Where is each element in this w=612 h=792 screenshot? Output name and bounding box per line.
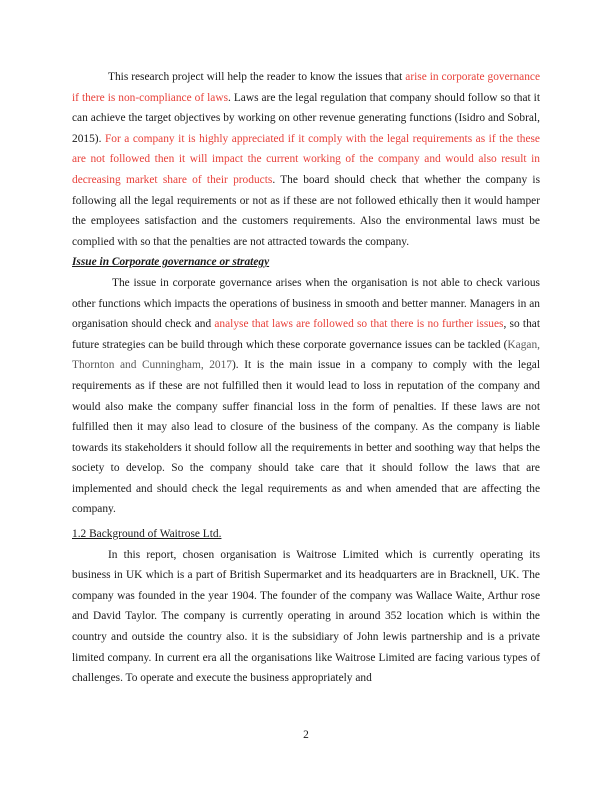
paragraph-intro: This research project will help the reader to know the issues that arise in corporate governance if there is non-compliance of laws. Laws are the legal regulation that company should follow so that it can achieve the target objectives by working on other revenue generating functions (Isidro and Sobral, 2015). For a company it is highly appreciated if it comply with the legal requirements as if the these are not followed then it will impact the current working of the company and would also result in decreasing market share of their products. The board should check that whether the company is following all the legal requirements or not as if these are not followed ethically then it would hamper the employees satisfaction and the customers requirements. Also the environmental laws must be complied with so that the penalties are not attracted towards the company.: [72, 71, 541, 248]
highlighted-text: arise in corporate governance if there is non-compliance of laws: [72, 71, 541, 104]
paragraph-issue: The issue in corporate governance arises when the organisation is not able to check various other functions which impacts the operations of business in smooth and better manner. Managers in an organisation should check and analyse that laws are followed so that there is no further issues, so that future strategies can be build through which these corporate governance issues can be tackled (Kagan, Thornton and Cunningham, 2017). It is the main issue in a company to comply with the legal requirements as if these are not fulfilled then it would lead to loss in reputation of the company and would also make the company suffer financial loss in the form of penalties. If these laws are not fulfilled then it may also lead to closure of the business of the company. As the company is liable towards its stakeholders it should follow all the requirements in better and soothing way that helps the society to develop. So the company should take care that it should follow the laws that are implemented and should check the legal requirements as and when amended that are affecting the company.: [72, 276, 540, 516]
paragraph-background: In this report, chosen organisation is Waitrose Limited which is currently operating its business in UK which is a part of British Supermarket and its headquarters are in Bracknell, UK. The company was founded in the year 1904. The founder of the company was Wallace Waite, Arthur rose and David Taylor. The company is currently operating in around 352 location which is within the country and outside the country also. it is the subsidiary of John lewis partnership and is a private limited company. In current era all the organisations like Waitrose Limited are facing various types of challenges. To operate and execute the business appropriately and: [72, 548, 540, 685]
highlighted-text: For a company it is highly appreciated if it comply with the legal requirements as if the these are not followed then it will impact the current working of the company and would also result in decreasing market share of their products: [72, 132, 540, 186]
page-number: 2: [303, 729, 309, 741]
highlighted-text: analyse that laws are followed so that there is no further issues: [214, 318, 504, 331]
section-heading-background: 1.2 Background of Waitrose Ltd.: [72, 528, 222, 541]
citation: Kagan, Thornton and Cunningham, 2017: [72, 338, 540, 372]
document-body: [72, 67, 540, 689]
section-heading-issue: Issue in Corporate governance or strategy: [72, 256, 270, 269]
